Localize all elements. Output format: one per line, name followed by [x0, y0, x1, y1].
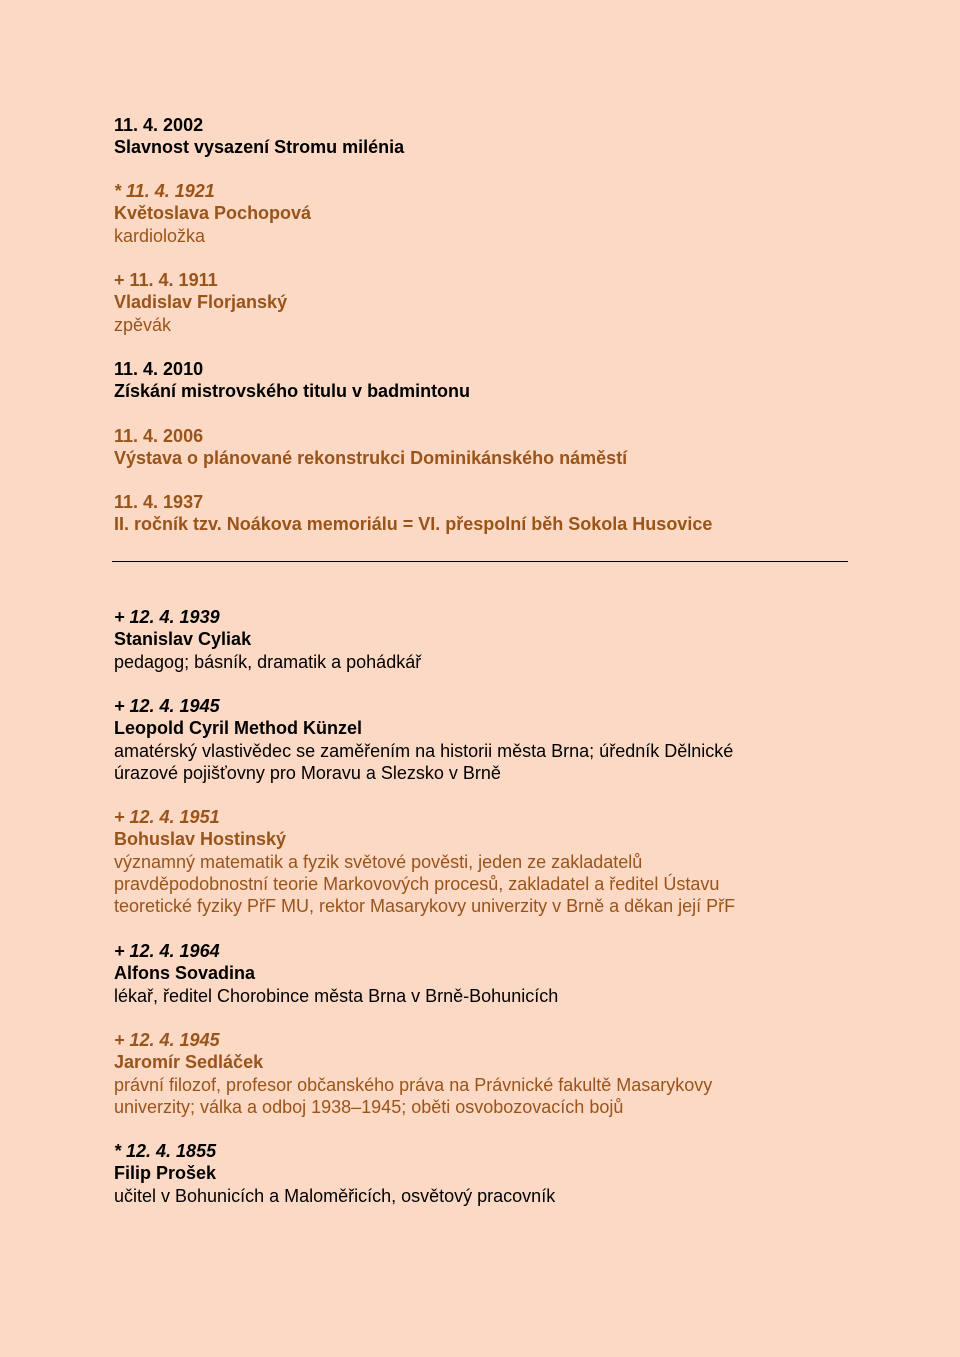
calendar-entry [114, 1140, 834, 1207]
entry-title: Květoslava Pochopová [114, 203, 312, 224]
entry-title: Filip Prošek [114, 1163, 217, 1184]
section-divider [112, 561, 848, 562]
entry-title: Leopold Cyril Method Künzel [114, 718, 362, 739]
calendar-entry [114, 425, 834, 470]
entry-date: 11. 4. 2002 [114, 115, 204, 135]
entry-description-line: pravděpodobnostní teorie Markovových procesů, zakladatel a ředitel Ústavu [114, 873, 720, 894]
entry-date: + 12. 4. 1939 [114, 607, 220, 627]
entry-title: Výstava o plánované rekonstrukci Dominikánského náměstí [114, 448, 628, 469]
entry-title: Získání mistrovského titulu v badmintonu [114, 381, 471, 402]
calendar-entry [114, 114, 834, 159]
entry-date: + 12. 4. 1964 [114, 941, 220, 961]
entry-description-line: teoretické fyziky PřF MU, rektor Masarykovy univerzity v Brně a děkan její PřF [114, 896, 736, 917]
calendar-entry [114, 269, 834, 336]
entry-date: + 12. 4. 1945 [114, 1030, 220, 1050]
entry-date: + 12. 4. 1951 [114, 807, 220, 827]
entry-date: + 11. 4. 1911 [114, 270, 218, 290]
entry-title: Bohuslav Hostinský [114, 829, 287, 850]
calendar-entry [114, 358, 834, 403]
calendar-entry [114, 491, 834, 536]
entry-description: zpěvák [114, 314, 172, 335]
entry-date: 11. 4. 2006 [114, 426, 204, 446]
entry-description: pedagog; básník, dramatik a pohádkář [114, 651, 422, 672]
entry-description-line: univerzity; válka a odboj 1938–1945; oběti osvobozovacích bojů [114, 1096, 624, 1117]
calendar-entry [114, 806, 834, 917]
entry-title: Slavnost vysazení Stromu milénia [114, 137, 405, 158]
entry-date: + 12. 4. 1945 [114, 696, 220, 716]
entry-date: 11. 4. 2010 [114, 359, 204, 379]
entry-date: 11. 4. 1937 [114, 492, 204, 512]
calendar-entry [114, 695, 834, 784]
entry-title: Alfons Sovadina [114, 963, 256, 984]
entry-title: Vladislav Florjanský [114, 292, 288, 313]
entry-description-line: významný matematik a fyzik světové pověsti, jeden ze zakladatelů [114, 851, 643, 872]
entry-title: Stanislav Cyliak [114, 629, 252, 650]
entry-description-line: právní filozof, profesor občanského práva na Právnické fakultě Masarykovy [114, 1074, 713, 1095]
calendar-entry [114, 606, 834, 673]
entry-description-line: amatérský vlastivědec se zaměřením na historii města Brna; úředník Dělnické [114, 740, 734, 761]
entry-description: kardioložka [114, 225, 206, 246]
calendar-entry [114, 1029, 834, 1118]
entry-date: * 12. 4. 1855 [114, 1141, 217, 1161]
calendar-entry [114, 940, 834, 1007]
entry-description: lékař, ředitel Chorobince města Brna v Brně-Bohunicích [114, 985, 559, 1006]
entry-description: učitel v Bohunicích a Maloměřicích, osvětový pracovník [114, 1185, 556, 1206]
calendar-entry [114, 180, 834, 247]
entry-description-line: úrazové pojišťovny pro Moravu a Slezsko v Brně [114, 762, 501, 783]
entry-title: II. ročník tzv. Noákova memoriálu = VI. přespolní běh Sokola Husovice [114, 514, 713, 535]
entry-date: * 11. 4. 1921 [114, 181, 215, 201]
entry-title: Jaromír Sedláček [114, 1052, 264, 1073]
